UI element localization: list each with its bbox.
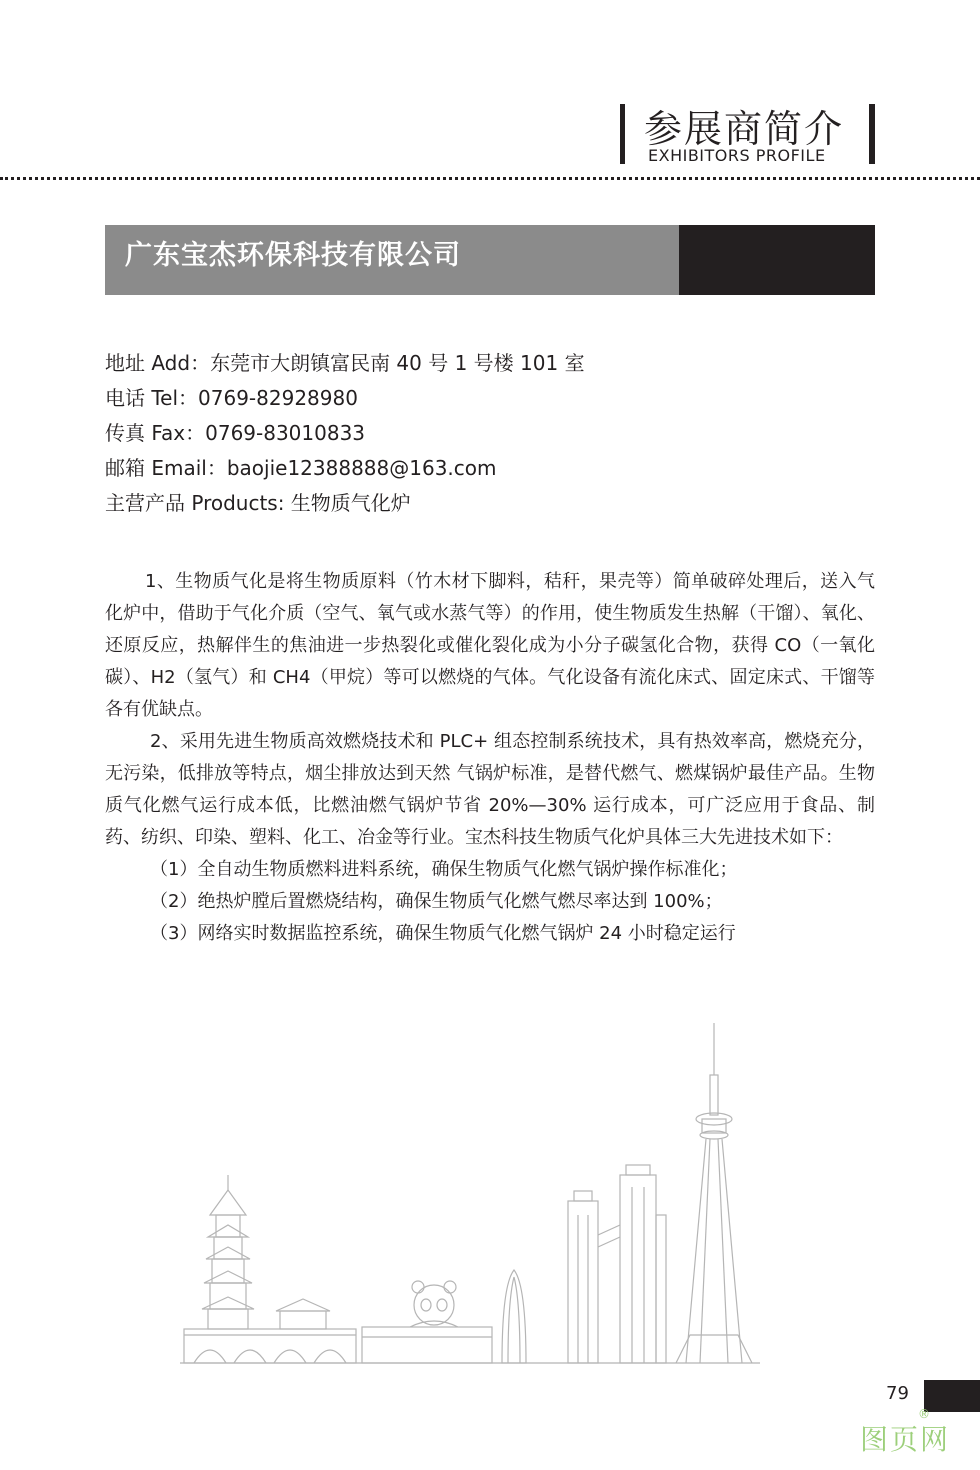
header-bar-left — [620, 104, 625, 164]
page-number-block — [924, 1380, 980, 1412]
header-bar-right — [869, 104, 875, 164]
technology-item: （3）网络实时数据监控系统，确保生物质气化燃气锅炉 24 小时稳定运行 — [150, 923, 736, 944]
tv-tower-icon — [676, 1023, 752, 1363]
dotted-divider — [0, 177, 980, 180]
banner-dark-block — [679, 225, 875, 295]
contact-products: 主营产品 Products: 生物质气化炉 — [105, 491, 411, 515]
contact-tel: 电话 Tel：0769-82928980 — [105, 386, 358, 410]
contact-fax: 传真 Fax：0769-83010833 — [105, 421, 366, 445]
company-name: 广东宝杰环保科技有限公司 — [125, 240, 461, 271]
company-description — [105, 566, 875, 950]
page-number: 79 — [886, 1383, 909, 1404]
watermark: 图页网 — [860, 1423, 951, 1456]
city-skyline-illustration — [180, 1015, 760, 1367]
pagoda-icon — [202, 1175, 254, 1329]
description-paragraph-1: 1、生物质气化是将生物质原料（竹木材下脚料，秸秆，果壳等）简单破碎处理后，送入气化炉中，借助于气化介质（空气、氧气或水蒸气等）的作用，使生物质发生热解（干馏）、氧化、还原反应，热解伴生的焦油进一步热裂化或催化裂化成为小分子碳氢化合物，获得 CO（一氧化碳）、H2（氢气）和 CH4（甲烷）等可以燃烧的气体。气化设备有流化床式、固定床式、干馏等各有优缺点。 — [105, 571, 875, 720]
page-subtitle: EXHIBITORS PROFILE — [648, 146, 826, 165]
leaf-tower-icon — [502, 1270, 526, 1363]
contact-email: 邮箱 Email：baojie12388888@163.com — [105, 456, 497, 480]
twin-towers-icon — [568, 1165, 666, 1363]
panda-icon — [362, 1281, 492, 1363]
page-title: 参展商简介 — [644, 107, 845, 151]
technology-item: （2）绝热炉膛后置燃烧结构，确保生物质气化燃气燃尽率达到 100%； — [150, 891, 723, 912]
contact-info — [105, 346, 585, 521]
technology-item: （1）全自动生物质燃料进料系统，确保生物质气化燃气锅炉操作标准化； — [150, 859, 738, 880]
description-paragraph-2: 2、采用先进生物质高效燃烧技术和 PLC+ 组态控制系统技术，具有热效率高，燃烧充分，无污染，低排放等特点，烟尘排放达到天然 气锅炉标准，是替代燃气、燃煤锅炉最佳产品。生物质气化燃气运行成本低，比燃油燃气锅炉节省 20%—30% 运行成本，可广泛应用于食品、制药、纺织、印染、塑料、化工、冶金等行业。宝杰科技生物质气化炉具体三大先进技术如下： — [105, 731, 875, 848]
contact-address: 地址 Add：东莞市大朗镇富民南 40 号 1 号楼 101 室 — [105, 351, 585, 375]
registered-mark: ® — [918, 1407, 930, 1421]
company-banner — [105, 225, 875, 295]
